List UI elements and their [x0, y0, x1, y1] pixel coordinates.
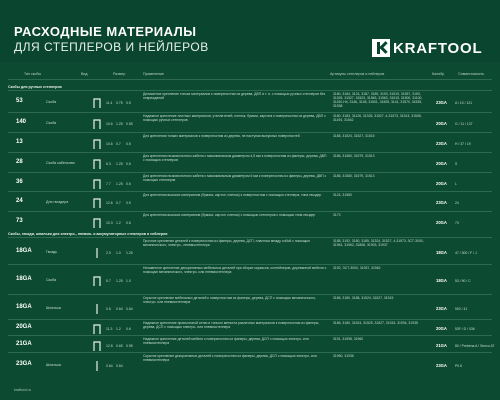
- type-number: 13: [16, 139, 23, 145]
- size-b: 0.7: [116, 142, 121, 146]
- compat-value: 73: [455, 220, 459, 225]
- size-a: 0.64: [106, 364, 113, 368]
- size-a: 10.6: [106, 122, 113, 126]
- type-number: 23GA: [16, 361, 32, 367]
- type-number: 73: [16, 217, 23, 224]
- section-title-electric: Скобы, гвозди, шпильки для электро-, пневмо- и аккумуляторных степлеров и нейлеров: [8, 232, 168, 236]
- section-title-manual: Скобы для ручных степлеров: [8, 85, 62, 89]
- page-subtitle: ДЛЯ СТЕПЛЕРОВ И НЕЙЛЕРОВ: [14, 40, 209, 54]
- size-c: 0.95: [126, 343, 133, 348]
- articles-text: 3186, 3180, 3188, 31524, 31527, 31515: [333, 296, 394, 300]
- size-c: 0.5: [126, 142, 131, 146]
- size-b: 1.2: [116, 327, 121, 331]
- compat-value: H / 37 / 19: [455, 142, 471, 146]
- type-kind: Для гвоздера: [46, 200, 69, 204]
- staple-icon: [92, 197, 102, 209]
- application-text: Деликатное крепление тонких материалов к поверхностям из дерева, ДВП и т. п. с помощью ручных степлеров без повреждений: [143, 92, 326, 101]
- kraftool-logo-icon: [372, 39, 390, 57]
- size-b: 0.64: [116, 306, 123, 311]
- type-number: 18GA: [16, 303, 32, 310]
- staple-icon: [92, 97, 102, 109]
- size-b: 1.25: [116, 122, 123, 126]
- size-c: 0.5: [126, 101, 131, 105]
- caliber-value: 23GA: [436, 200, 447, 205]
- size-b: 1.0: [116, 250, 121, 255]
- articles-text: 3186, 31580, 31579, 31513: [333, 154, 375, 158]
- row-divider: [8, 152, 492, 153]
- row-divider: [8, 90, 492, 91]
- size-a: 12.6: [106, 201, 113, 205]
- col-header-articles: Артикулы степлеров и нейлеров: [330, 72, 385, 76]
- page-title: РАСХОДНЫЕ МАТЕРИАЛЫ: [14, 24, 197, 39]
- staple-icon: [92, 217, 102, 229]
- articles-text: 3192, ЭСТ-3000, 31937, 31962: [333, 266, 381, 270]
- col-header-size: Размер: [113, 72, 126, 76]
- row-divider: [8, 352, 492, 353]
- staple-icon: [92, 323, 102, 335]
- size-a: 11.4: [106, 101, 113, 105]
- articles-text: 3124, 31580: [333, 193, 352, 197]
- application-text: Надежное крепление деталей мебели к поверхностям из фанеры, дерева, ДСП с помощью электро- или пневмостеплера: [143, 337, 309, 346]
- header-divider: [8, 79, 492, 80]
- articles-text: 3186, 31580, 31579, 31513: [333, 174, 375, 178]
- articles-text: 3186, 3180, 31524, 31525, 31527, 31515, 31934, 31935: [333, 321, 418, 325]
- type-kind: Скоба: [46, 121, 57, 125]
- application-text: Прочное крепление деталей к поверхностям из фанеры, дерева, ДСП, пластика между собой с помощью механического, электро-, пневмостеплера: [143, 239, 310, 248]
- compat-value: 24: [455, 201, 459, 205]
- caliber-value: 20GA: [436, 326, 447, 331]
- compat-value: 500 / 41: [455, 306, 468, 311]
- size-c: 0.6: [126, 162, 131, 166]
- compat-value: P0.6: [455, 364, 462, 368]
- size-a: 11.3: [106, 327, 113, 331]
- size-a: 7.7: [106, 181, 111, 186]
- type-number: 28: [16, 159, 23, 165]
- row-divider: [8, 112, 492, 113]
- brand-logo: [372, 38, 488, 58]
- application-text: Для крепления высоких материалов (бумага, картон, пленка) с помощью степлеров с помощью типа гвоздер: [143, 213, 316, 217]
- type-kind: Гвоздь: [46, 249, 58, 254]
- caliber-value: 21GA: [436, 342, 447, 348]
- caliber-value: 23GA: [436, 305, 447, 311]
- footer-site: kraftool.ru: [14, 388, 31, 392]
- row-divider: [8, 132, 492, 133]
- staple-icon: [92, 275, 102, 287]
- col-header-application: Применение: [143, 72, 165, 76]
- compat-value: G / 11 / 137: [455, 122, 473, 126]
- row-divider: [8, 264, 492, 265]
- row-divider: [8, 191, 492, 192]
- compat-value: L: [455, 181, 457, 186]
- staple-icon: [92, 118, 102, 130]
- articles-text: 3188, 3192, 3180, 3185, 31324, 31527, 4-31573, 3СТ-3000, 31961, 31962, 31808, 31903, 31937: [333, 239, 424, 248]
- application-text: Надежное крепление проволочной сетки и тонкого металла различных материалов к поверхностям из фанеры, дерева, ДСП с помощью электро- или пневмостеплера: [143, 321, 320, 330]
- type-number: 36: [16, 178, 23, 185]
- col-header-compat: Совместимость: [458, 72, 485, 76]
- size-b: 0.64: [116, 364, 123, 368]
- articles-text: 3191, 31598, 31960: [333, 337, 364, 341]
- row-divider: [8, 237, 492, 238]
- size-a: 6.3: [106, 162, 111, 166]
- application-text: Скрытое крепление мебельных деталей к поверхностям из фанеры, дерева, ДСП с помощью механического, электро- или пневмостеплера: [143, 296, 317, 305]
- caliber-value: 18GA: [436, 278, 447, 283]
- articles-text: 3180, 3183, 31126, 31325, 31527, 4-31573, 31513, 31508, 31194, 31542: [333, 114, 422, 123]
- type-kind: Скоба: [46, 100, 57, 104]
- size-a: 5.7: [106, 279, 111, 283]
- compat-value: 53 / 90 / C: [455, 279, 471, 283]
- type-kind: Шпилька: [46, 305, 61, 310]
- size-c: 0.64: [126, 306, 133, 311]
- size-a: 0.6: [106, 306, 111, 311]
- size-b: 1.25: [116, 162, 123, 166]
- size-c: 0.6: [126, 327, 131, 331]
- articles-text: 3180, 3184, 3124, 3187, 3189, 3193, 31519, 31557, 3153, 31525, 31527, 31523, 31563, 31563, 31515, 31500, 31100, 31150-H4, 3146, 3145, 31501, 31505, 3141, 31570, 31535, 31538: [333, 92, 423, 109]
- row-divider: [8, 294, 492, 295]
- compat-value: S: [455, 162, 458, 166]
- size-a: 10.3: [106, 220, 113, 225]
- size-a: 10.6: [106, 142, 113, 146]
- size-b: 1.25: [116, 279, 123, 283]
- application-text: Для крепления низковольтного кабеля с максимальным диаметром 6 мм к поверхностям из фанеры, дерева, ДВП с помощью степлеров: [143, 174, 327, 183]
- brad-icon: [92, 303, 102, 315]
- type-kind: Скоба кабельная: [46, 161, 75, 165]
- caliber-value: 20GA: [436, 161, 447, 166]
- row-divider: [8, 172, 492, 173]
- type-number: 18GA: [16, 276, 32, 282]
- size-a: 2.0: [106, 250, 111, 255]
- type-number: 24: [16, 198, 23, 204]
- type-number: 21GA: [16, 340, 32, 347]
- caliber-value: 20GA: [436, 121, 447, 126]
- type-number: 140: [16, 119, 27, 125]
- row-divider: [8, 211, 492, 212]
- nail-icon: [92, 247, 102, 259]
- caliber-value: 23GA: [436, 100, 447, 105]
- staple-icon: [92, 178, 102, 190]
- caliber-value: 20GA: [436, 180, 447, 186]
- type-kind: Скоба: [46, 278, 57, 282]
- application-text: Скрытое крепление декоративных деталей к поверхностям из фанеры, дерева, ДСП с помощью электро- или пневмостеплера: [143, 354, 317, 363]
- staple-icon: [92, 138, 102, 150]
- size-c: 0.5: [126, 201, 131, 205]
- size-b: 0.65: [116, 343, 123, 348]
- size-b: 1.2: [116, 220, 121, 225]
- articles-text: 31960, 31936: [333, 354, 354, 358]
- caliber-value: 23GA: [436, 141, 447, 146]
- type-number: 53: [16, 98, 23, 104]
- size-c: 0.6: [126, 181, 131, 186]
- type-number: 20GA: [16, 324, 32, 330]
- staple-icon: [92, 158, 102, 170]
- size-a: 12.8: [106, 343, 113, 348]
- col-header-view: Вид: [81, 72, 88, 76]
- application-text: Надежное крепление плотных материалов, утеплителей, пленок, бумаги, картона к поверхностям из дерева, ДВП с помощью ручных степлеров: [143, 114, 326, 123]
- compat-value: 80 / Prebena A / Senco AT: [455, 343, 495, 348]
- compat-value: 53F / D / 036: [455, 327, 475, 331]
- size-c: 0.6: [126, 220, 131, 225]
- brand-name: KRAFTOOL: [393, 39, 483, 57]
- application-text: Для крепления высоких материалов (бумага, картон, пленка) к поверхностям с помощью степлера, типа гвоздер: [143, 193, 322, 197]
- caliber-value: 20GA: [436, 219, 447, 225]
- row-divider: [8, 319, 492, 320]
- caliber-value: 18GA: [436, 249, 447, 255]
- application-text: Для крепления тонких материалов к поверхностям из дерева, не наступая выпуклых поверхностей: [143, 134, 300, 138]
- size-b: 1.25: [116, 181, 123, 186]
- size-c: 0.55: [126, 122, 133, 126]
- size-b: 0.7: [116, 201, 121, 205]
- size-c: 1.0: [126, 279, 131, 283]
- col-header-caliber: Калибр: [432, 72, 445, 76]
- type-number: 18GA: [16, 247, 32, 254]
- application-text: Для крепления низковольтного кабеля с максимальным диаметром 4,5 мм к поверхностям из фанеры, дерева, ДВП с помощью степлеров: [143, 154, 327, 163]
- application-text: Незаметное крепление декоративных мебельных деталей при сборке каркасов, контейнеров, деревянной мебели с помощью механического, электро- или пневмостеплера: [143, 266, 327, 275]
- caliber-value: 23GA: [436, 363, 447, 368]
- articles-text: 3188, 31524, 31527, 31515: [333, 134, 375, 138]
- size-b: 0.75: [116, 101, 123, 105]
- row-divider: [8, 335, 492, 336]
- compat-value: A / 10 / 121: [455, 101, 473, 105]
- articles-text: 3173: [333, 213, 341, 217]
- compat-value: 47 / 300 / F / J: [455, 250, 477, 255]
- brad-icon: [92, 360, 102, 372]
- col-header-type: Тип скобы: [24, 72, 42, 76]
- size-c: 1.25: [126, 250, 133, 255]
- type-kind: Шпилька: [46, 363, 61, 367]
- staple-icon: [92, 340, 102, 352]
